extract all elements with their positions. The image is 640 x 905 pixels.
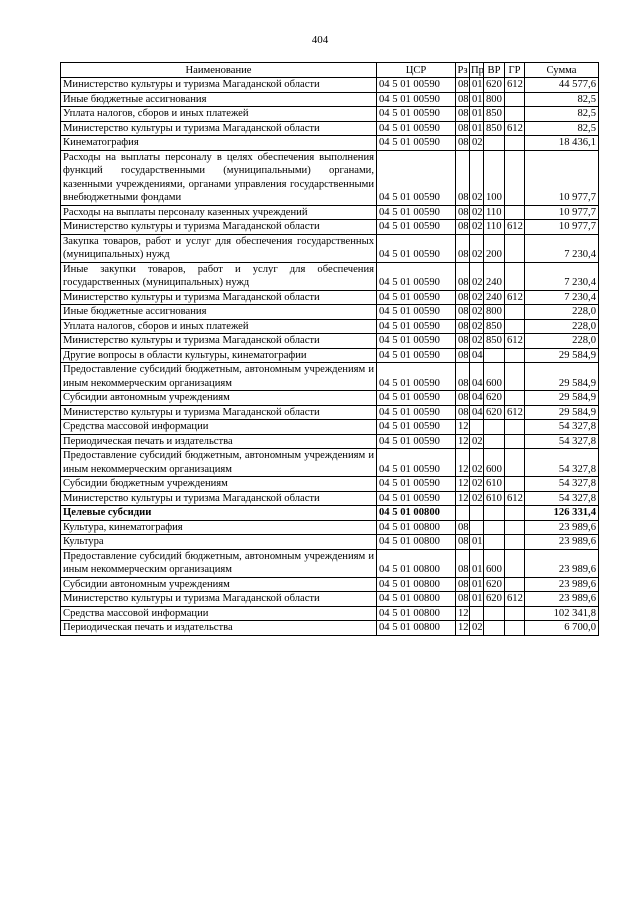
cell-gr — [505, 520, 525, 535]
table-row — [61, 506, 599, 521]
cell-csr: 04 5 01 00590 — [377, 234, 456, 262]
cell-pr: 02 — [470, 477, 484, 492]
cell-rz: 08 — [456, 363, 470, 391]
cell-pr: 02 — [470, 136, 484, 151]
cell-gr — [505, 262, 525, 290]
cell-rz: 12 — [456, 434, 470, 449]
cell-csr: 04 5 01 00590 — [377, 92, 456, 107]
cell-pr: 02 — [470, 205, 484, 220]
table-row — [61, 391, 599, 406]
cell-name: Субсидии автономным учреждениям — [61, 577, 377, 592]
cell-vr: 850 — [484, 107, 505, 122]
cell-name: Целевые субсидии — [61, 506, 377, 521]
cell-gr: 612 — [505, 491, 525, 506]
cell-sum: 23 989,6 — [525, 592, 599, 607]
cell-name: Закупка товаров, работ и услуг для обеспечения государственных (муниципальных) нужд — [61, 234, 377, 262]
cell-pr: 02 — [470, 491, 484, 506]
cell-vr: 100 — [484, 150, 505, 205]
cell-vr: 610 — [484, 491, 505, 506]
table-body — [61, 78, 599, 636]
cell-name: Периодическая печать и издательства — [61, 434, 377, 449]
cell-vr: 620 — [484, 592, 505, 607]
cell-csr: 04 5 01 00590 — [377, 205, 456, 220]
cell-csr: 04 5 01 00590 — [377, 290, 456, 305]
cell-vr — [484, 621, 505, 636]
table-row — [61, 121, 599, 136]
cell-rz: 08 — [456, 535, 470, 550]
cell-gr — [505, 506, 525, 521]
cell-pr: 02 — [470, 334, 484, 349]
cell-name: Культура — [61, 535, 377, 550]
cell-sum: 54 327,8 — [525, 449, 599, 477]
cell-vr: 110 — [484, 205, 505, 220]
header-vr: ВР — [484, 63, 505, 78]
cell-csr: 04 5 01 00590 — [377, 449, 456, 477]
cell-sum: 7 230,4 — [525, 234, 599, 262]
cell-gr: 612 — [505, 405, 525, 420]
cell-csr: 04 5 01 00590 — [377, 434, 456, 449]
cell-csr: 04 5 01 00590 — [377, 420, 456, 435]
cell-gr: 612 — [505, 78, 525, 93]
cell-csr: 04 5 01 00590 — [377, 107, 456, 122]
cell-vr — [484, 434, 505, 449]
header-name: Наименование — [61, 63, 377, 78]
table-row — [61, 234, 599, 262]
cell-name: Кинематография — [61, 136, 377, 151]
cell-csr: 04 5 01 00800 — [377, 549, 456, 577]
cell-vr: 850 — [484, 319, 505, 334]
cell-rz: 08 — [456, 205, 470, 220]
table-row — [61, 477, 599, 492]
cell-pr — [470, 520, 484, 535]
table-header-row — [61, 63, 599, 78]
cell-pr: 02 — [470, 150, 484, 205]
cell-sum: 23 989,6 — [525, 549, 599, 577]
cell-gr — [505, 449, 525, 477]
cell-name: Иные закупки товаров, работ и услуг для обеспечения государственных (муниципальных) нужд — [61, 262, 377, 290]
table-row — [61, 420, 599, 435]
cell-rz: 08 — [456, 92, 470, 107]
cell-gr: 612 — [505, 220, 525, 235]
cell-sum: 82,5 — [525, 92, 599, 107]
cell-pr: 02 — [470, 621, 484, 636]
cell-gr — [505, 305, 525, 320]
cell-rz: 08 — [456, 348, 470, 363]
cell-csr: 04 5 01 00800 — [377, 606, 456, 621]
cell-rz: 08 — [456, 405, 470, 420]
cell-name: Культура, кинематография — [61, 520, 377, 535]
cell-pr: 02 — [470, 434, 484, 449]
cell-gr: 612 — [505, 592, 525, 607]
cell-name: Средства массовой информации — [61, 420, 377, 435]
cell-csr: 04 5 01 00590 — [377, 319, 456, 334]
cell-name: Расходы на выплаты персоналу казенных учреждений — [61, 205, 377, 220]
cell-sum: 23 989,6 — [525, 520, 599, 535]
cell-pr: 01 — [470, 592, 484, 607]
cell-rz: 12 — [456, 621, 470, 636]
table-row — [61, 491, 599, 506]
cell-name: Уплата налогов, сборов и иных платежей — [61, 107, 377, 122]
cell-vr: 600 — [484, 363, 505, 391]
cell-gr — [505, 107, 525, 122]
cell-vr — [484, 520, 505, 535]
cell-name: Уплата налогов, сборов и иных платежей — [61, 319, 377, 334]
cell-pr: 02 — [470, 319, 484, 334]
cell-gr — [505, 234, 525, 262]
table-row — [61, 592, 599, 607]
cell-gr — [505, 535, 525, 550]
cell-gr: 612 — [505, 121, 525, 136]
cell-vr: 800 — [484, 92, 505, 107]
cell-vr — [484, 606, 505, 621]
cell-sum: 18 436,1 — [525, 136, 599, 151]
cell-vr: 620 — [484, 405, 505, 420]
cell-gr — [505, 577, 525, 592]
cell-pr: 04 — [470, 391, 484, 406]
cell-vr: 240 — [484, 262, 505, 290]
table-row — [61, 305, 599, 320]
cell-pr — [470, 420, 484, 435]
table-row — [61, 434, 599, 449]
cell-pr: 01 — [470, 549, 484, 577]
table-row — [61, 319, 599, 334]
cell-rz: 08 — [456, 220, 470, 235]
cell-sum: 6 700,0 — [525, 621, 599, 636]
cell-sum: 126 331,4 — [525, 506, 599, 521]
cell-rz: 08 — [456, 391, 470, 406]
cell-pr — [470, 606, 484, 621]
cell-sum: 29 584,9 — [525, 363, 599, 391]
cell-name: Министерство культуры и туризма Магаданской области — [61, 405, 377, 420]
cell-rz: 08 — [456, 234, 470, 262]
cell-rz: 08 — [456, 150, 470, 205]
cell-csr: 04 5 01 00590 — [377, 220, 456, 235]
table-row — [61, 290, 599, 305]
cell-csr: 04 5 01 00590 — [377, 348, 456, 363]
cell-csr: 04 5 01 00800 — [377, 535, 456, 550]
cell-pr: 02 — [470, 449, 484, 477]
cell-rz — [456, 506, 470, 521]
cell-vr — [484, 348, 505, 363]
header-gr: ГР — [505, 63, 525, 78]
cell-sum: 10 977,7 — [525, 205, 599, 220]
cell-csr: 04 5 01 00590 — [377, 136, 456, 151]
cell-csr: 04 5 01 00800 — [377, 592, 456, 607]
cell-rz: 12 — [456, 420, 470, 435]
cell-name: Министерство культуры и туризма Магаданской области — [61, 220, 377, 235]
cell-name: Предоставление субсидий бюджетным, автономным учреждениям и иным некоммерческим организациям — [61, 549, 377, 577]
cell-sum: 228,0 — [525, 305, 599, 320]
header-sum: Сумма — [525, 63, 599, 78]
cell-rz: 12 — [456, 491, 470, 506]
cell-csr: 04 5 01 00590 — [377, 150, 456, 205]
table-row — [61, 363, 599, 391]
cell-vr: 600 — [484, 449, 505, 477]
cell-name: Министерство культуры и туризма Магаданской области — [61, 290, 377, 305]
cell-rz: 08 — [456, 319, 470, 334]
cell-gr: 612 — [505, 290, 525, 305]
cell-vr: 850 — [484, 334, 505, 349]
cell-vr: 240 — [484, 290, 505, 305]
cell-sum: 7 230,4 — [525, 262, 599, 290]
header-pr: Пр — [471, 64, 484, 76]
cell-gr — [505, 363, 525, 391]
cell-pr: 02 — [470, 234, 484, 262]
cell-sum: 10 977,7 — [525, 150, 599, 205]
cell-sum: 29 584,9 — [525, 348, 599, 363]
cell-name: Иные бюджетные ассигнования — [61, 92, 377, 107]
cell-sum: 228,0 — [525, 319, 599, 334]
cell-vr: 110 — [484, 220, 505, 235]
cell-name: Предоставление субсидий бюджетным, автономным учреждениям и иным некоммерческим организациям — [61, 363, 377, 391]
page-number: 404 — [311, 34, 329, 46]
cell-pr: 02 — [470, 220, 484, 235]
cell-name: Иные бюджетные ассигнования — [61, 305, 377, 320]
cell-sum: 23 989,6 — [525, 577, 599, 592]
cell-rz: 12 — [456, 606, 470, 621]
cell-gr — [505, 92, 525, 107]
cell-gr — [505, 319, 525, 334]
cell-rz: 08 — [456, 121, 470, 136]
cell-vr: 850 — [484, 121, 505, 136]
cell-gr — [505, 621, 525, 636]
cell-sum: 54 327,8 — [525, 434, 599, 449]
table-row — [61, 334, 599, 349]
cell-gr — [505, 549, 525, 577]
table-row — [61, 220, 599, 235]
cell-gr — [505, 434, 525, 449]
table-row — [61, 606, 599, 621]
cell-vr: 620 — [484, 78, 505, 93]
cell-sum: 54 327,8 — [525, 477, 599, 492]
cell-rz: 08 — [456, 78, 470, 93]
table-row — [61, 92, 599, 107]
cell-pr — [470, 506, 484, 521]
table-row — [61, 262, 599, 290]
cell-csr: 04 5 01 00590 — [377, 405, 456, 420]
cell-gr — [505, 136, 525, 151]
cell-vr — [484, 420, 505, 435]
cell-vr — [484, 136, 505, 151]
cell-gr — [505, 348, 525, 363]
cell-pr: 01 — [470, 92, 484, 107]
cell-gr — [505, 606, 525, 621]
cell-name: Министерство культуры и туризма Магаданской области — [61, 121, 377, 136]
cell-pr: 01 — [470, 577, 484, 592]
cell-csr: 04 5 01 00590 — [377, 334, 456, 349]
cell-sum: 44 577,6 — [525, 78, 599, 93]
cell-gr — [505, 477, 525, 492]
cell-sum: 82,5 — [525, 121, 599, 136]
cell-gr — [505, 205, 525, 220]
table-row — [61, 107, 599, 122]
cell-csr: 04 5 01 00800 — [377, 621, 456, 636]
cell-pr: 02 — [470, 305, 484, 320]
cell-pr: 01 — [470, 78, 484, 93]
cell-vr: 600 — [484, 549, 505, 577]
cell-pr: 04 — [470, 363, 484, 391]
cell-rz: 08 — [456, 549, 470, 577]
cell-name: Министерство культуры и туризма Магаданской области — [61, 334, 377, 349]
cell-pr: 02 — [470, 290, 484, 305]
cell-sum: 54 327,8 — [525, 491, 599, 506]
cell-sum: 54 327,8 — [525, 420, 599, 435]
cell-name: Другие вопросы в области культуры, кинематографии — [61, 348, 377, 363]
cell-rz: 12 — [456, 477, 470, 492]
table-row — [61, 405, 599, 420]
cell-name: Министерство культуры и туризма Магаданской области — [61, 592, 377, 607]
table-row — [61, 205, 599, 220]
cell-sum: 23 989,6 — [525, 535, 599, 550]
table-row — [61, 520, 599, 535]
cell-name: Министерство культуры и туризма Магаданской области — [61, 78, 377, 93]
cell-rz: 08 — [456, 520, 470, 535]
cell-pr: 01 — [470, 107, 484, 122]
cell-rz: 08 — [456, 305, 470, 320]
cell-vr — [484, 535, 505, 550]
cell-rz: 08 — [456, 262, 470, 290]
cell-pr: 04 — [470, 405, 484, 420]
cell-vr: 620 — [484, 577, 505, 592]
cell-name: Периодическая печать и издательства — [61, 621, 377, 636]
cell-rz: 08 — [456, 592, 470, 607]
cell-name: Расходы на выплаты персоналу в целях обеспечения выполнения функций государственными (муниципальными) органами, казенными учреждениями, органами управления государственными внебюджетными фондами — [61, 150, 377, 205]
cell-name: Предоставление субсидий бюджетным, автономным учреждениям и иным некоммерческим организациям — [61, 449, 377, 477]
cell-vr: 610 — [484, 477, 505, 492]
cell-gr: 612 — [505, 334, 525, 349]
cell-rz: 08 — [456, 334, 470, 349]
table-row — [61, 549, 599, 577]
cell-rz: 12 — [456, 449, 470, 477]
cell-csr: 04 5 01 00590 — [377, 391, 456, 406]
cell-vr — [484, 506, 505, 521]
table-row — [61, 535, 599, 550]
cell-gr — [505, 420, 525, 435]
cell-csr: 04 5 01 00800 — [377, 577, 456, 592]
table-row — [61, 150, 599, 205]
cell-csr: 04 5 01 00590 — [377, 491, 456, 506]
cell-name: Министерство культуры и туризма Магаданской области — [61, 491, 377, 506]
header-csr: ЦСР — [377, 63, 456, 78]
cell-name: Субсидии бюджетным учреждениям — [61, 477, 377, 492]
cell-pr: 01 — [470, 535, 484, 550]
cell-vr: 620 — [484, 391, 505, 406]
cell-pr: 04 — [470, 348, 484, 363]
cell-sum: 228,0 — [525, 334, 599, 349]
table-row — [61, 348, 599, 363]
cell-sum: 29 584,9 — [525, 391, 599, 406]
table-row — [61, 621, 599, 636]
cell-sum: 29 584,9 — [525, 405, 599, 420]
cell-name: Средства массовой информации — [61, 606, 377, 621]
budget-table — [60, 62, 599, 636]
cell-vr: 800 — [484, 305, 505, 320]
table-row — [61, 136, 599, 151]
cell-csr: 04 5 01 00590 — [377, 121, 456, 136]
table-row — [61, 449, 599, 477]
cell-sum: 7 230,4 — [525, 290, 599, 305]
cell-sum: 82,5 — [525, 107, 599, 122]
cell-sum: 10 977,7 — [525, 220, 599, 235]
cell-csr: 04 5 01 00590 — [377, 305, 456, 320]
cell-gr — [505, 391, 525, 406]
cell-csr: 04 5 01 00800 — [377, 520, 456, 535]
cell-csr: 04 5 01 00590 — [377, 363, 456, 391]
cell-rz: 08 — [456, 577, 470, 592]
cell-csr: 04 5 01 00590 — [377, 477, 456, 492]
cell-csr: 04 5 01 00590 — [377, 262, 456, 290]
cell-csr: 04 5 01 00800 — [377, 506, 456, 521]
cell-rz: 08 — [456, 290, 470, 305]
cell-vr: 200 — [484, 234, 505, 262]
cell-csr: 04 5 01 00590 — [377, 78, 456, 93]
table-row — [61, 577, 599, 592]
cell-gr — [505, 150, 525, 205]
cell-pr: 01 — [470, 121, 484, 136]
cell-sum: 102 341,8 — [525, 606, 599, 621]
cell-rz: 08 — [456, 107, 470, 122]
cell-pr: 02 — [470, 262, 484, 290]
header-rz: Рз — [457, 64, 468, 76]
cell-rz: 08 — [456, 136, 470, 151]
table-row — [61, 78, 599, 93]
cell-name: Субсидии автономным учреждениям — [61, 391, 377, 406]
